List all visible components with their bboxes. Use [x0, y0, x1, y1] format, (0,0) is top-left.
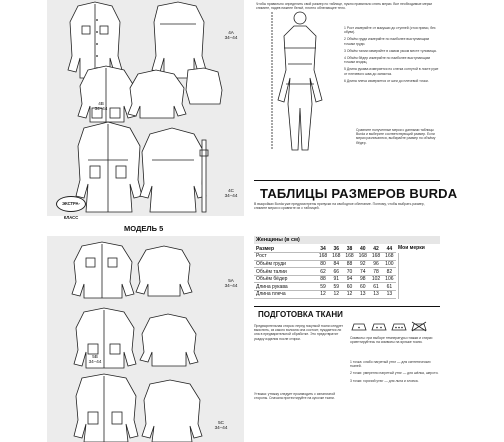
care-icons: [350, 320, 440, 332]
fabric-title: ПОДГОТОВКА ТКАНИ: [258, 310, 343, 319]
size-table-title: ТАБЛИЦЫ РАЗМЕРОВ BURDA: [260, 186, 458, 201]
cell: 78: [369, 268, 382, 276]
care-note: 2 точки: умеренно нагретый утюг — для шёлка, шерсти.: [350, 371, 439, 376]
care-note: 1 точка: слабо нагретый утюг — для синтетических тканей.: [350, 360, 431, 369]
cell: 91: [330, 275, 343, 283]
row-label: Объём бёдер: [254, 275, 316, 283]
compare-text: Сравните полученные мерки с данными таблицы Burda и выберите соответствующий размер. Если мерки различаются, выбирайте размер по объёму бёдер.: [356, 128, 436, 145]
cell: 168: [356, 253, 369, 261]
cell: 82: [383, 268, 396, 276]
cell: 61: [369, 283, 382, 291]
cell: 84: [330, 260, 343, 268]
no-iron-icon: [412, 322, 426, 331]
cell: 12: [330, 291, 343, 299]
table-row: [254, 291, 396, 299]
measure-note: 3 Объём талии измеряйте в самом узком месте туловища.: [344, 48, 437, 53]
cell: 60: [343, 283, 356, 291]
cell: 96: [369, 260, 382, 268]
iron-icon: [352, 324, 366, 330]
sketch-4a-front: [68, 2, 122, 78]
sketch-label-5b: [86, 354, 104, 364]
cell: 168: [369, 253, 382, 261]
cell: 168: [343, 253, 356, 261]
measure-note: 4 Объём бёдер измеряйте по наиболее выступающим точкам ягодиц.: [344, 56, 430, 65]
size-col: 40: [356, 245, 369, 253]
sketch-label-4c: [222, 188, 240, 198]
label-code: 5A: [228, 278, 234, 283]
table-row: [254, 275, 396, 283]
iron-icon: [392, 324, 406, 330]
size-table-intro: В выкройках Burda уже предусмотрены припуски на свободное облегание. Поэтому, чтобы выбрать размер, снимите мерки и сравните их с таблицей.: [254, 202, 425, 211]
label-sizes: 34–44: [88, 359, 102, 364]
intro-text: Чтобы правильно определить свой размер по таблице, нужно правильно снять мерки. Все необходимые мерки снимите, надев нижнее бельё, плотно облегающее тело.: [256, 2, 432, 11]
measure-note: 5 Длина рукава измеряется по слегка согнутой в локте руке от плечевого шва до запястья.: [344, 67, 439, 76]
sketch-4c-back: [140, 128, 206, 212]
table-row: [254, 283, 396, 291]
size-table-header: [254, 245, 396, 253]
sketch-4c-front: [76, 122, 142, 212]
measure-note: 2 Объём груди измеряйте по наиболее выступающим точкам груди.: [344, 37, 429, 46]
sketch-4b-back: [128, 68, 222, 118]
label-sizes: 34–44: [224, 35, 238, 40]
iron-icon-row: [350, 320, 440, 332]
sketch-4b-front: [78, 66, 136, 122]
care-notes: [350, 360, 440, 386]
care-text: Символы: при выборе температуры глажки и стирки ориентируйтесь на символы на ярлыке ткани.: [350, 336, 433, 345]
size-table-extra-header: Мои мерки: [398, 245, 425, 251]
sketch-5a-back: [136, 246, 192, 296]
cell: 102: [369, 275, 382, 283]
size-table-caption: Женщины (в см): [256, 237, 300, 243]
size-table: [254, 245, 396, 299]
label-sizes: 34–44: [94, 106, 108, 111]
cell: 61: [383, 283, 396, 291]
sketch-label-5c: [212, 420, 230, 430]
row-label: Объём груди: [254, 260, 316, 268]
size-col: 38: [343, 245, 356, 253]
table-row: [254, 268, 396, 276]
cell: 80: [316, 260, 329, 268]
label-code: 4B: [98, 101, 104, 106]
iron-icon: [372, 324, 386, 330]
size-col: 36: [330, 245, 343, 253]
sketch-4a-back: [152, 2, 206, 78]
cell: 94: [343, 275, 356, 283]
measure-note: 6 Длина плеча измеряется от шеи до плечевой точки.: [344, 78, 429, 83]
cell: 106: [383, 275, 396, 283]
table-row: [254, 253, 396, 261]
cell: 92: [356, 260, 369, 268]
table-row: [254, 260, 396, 268]
sketch-5c-back: [142, 380, 202, 442]
cell: 66: [330, 268, 343, 276]
cell: 59: [316, 283, 329, 291]
fabric-text-2: Утюжка: утюжку следует производить с изнаночной стороны. Сначала протестируйте на кусочке ткани.: [254, 392, 336, 401]
sketch-5a-front: [72, 242, 134, 298]
size-col: 34: [316, 245, 329, 253]
size-col: 42: [369, 245, 382, 253]
size-table-divider: [254, 180, 440, 181]
size-col: 44: [383, 245, 396, 253]
cell: 59: [330, 283, 343, 291]
header-label: Размер: [254, 245, 316, 253]
model-title: МОДЕЛЬ 5: [124, 224, 164, 233]
cell: 60: [356, 283, 369, 291]
label-code: 5C: [218, 420, 224, 425]
row-label: Длина рукава: [254, 283, 316, 291]
measure-note: 1 Рост измеряйте от макушки до ступней (стоя прямо, без обуви).: [344, 26, 436, 35]
sketch-5c-front: [74, 374, 138, 442]
badge-text: ЭКСТРА-КЛАСС: [62, 201, 80, 220]
cell: 13: [369, 291, 382, 299]
cell: 100: [383, 260, 396, 268]
measure-notes: [344, 26, 440, 86]
cell: 168: [316, 253, 329, 261]
label-code: 4C: [228, 188, 234, 193]
fabric-divider: [254, 306, 440, 307]
label-code: 4A: [228, 30, 234, 35]
row-label: Объём талии: [254, 268, 316, 276]
label-code: 5B: [92, 354, 98, 359]
sketch-label-4a: [222, 30, 240, 40]
cell: 98: [356, 275, 369, 283]
sketch-5b-front: [74, 308, 136, 368]
sketch-label-4b: [92, 101, 110, 111]
label-sizes: 34–44: [224, 283, 238, 288]
cell: 168: [330, 253, 343, 261]
sketch-5b-back: [140, 314, 198, 366]
cell: 168: [383, 253, 396, 261]
extra-class-badge: [56, 196, 86, 220]
care-note: 3 точки: горячий утюг — для льна и хлопка.: [350, 378, 419, 383]
label-sizes: 34–44: [224, 193, 238, 198]
row-label: Длина плеча: [254, 291, 316, 299]
cell: 13: [356, 291, 369, 299]
cell: 88: [343, 260, 356, 268]
cell: 88: [316, 275, 329, 283]
body-measure-figure: [272, 12, 322, 150]
cell: 62: [316, 268, 329, 276]
label-sizes: 34–44: [214, 425, 228, 430]
sketch-label-5a: [222, 278, 240, 288]
cell: 12: [343, 291, 356, 299]
cell: 70: [343, 268, 356, 276]
row-label: Рост: [254, 253, 316, 261]
cell: 13: [383, 291, 396, 299]
cell: 74: [356, 268, 369, 276]
my-measures-column: [398, 253, 438, 299]
cell: 12: [316, 291, 329, 299]
fabric-text-1: Предварительная стирка: перед покупкой ткани следует выяснить, из какого волокна она состоит, нуждается ли она в предварительной обработке. Это предотвратит усадку изделия после стирки.: [254, 324, 343, 341]
